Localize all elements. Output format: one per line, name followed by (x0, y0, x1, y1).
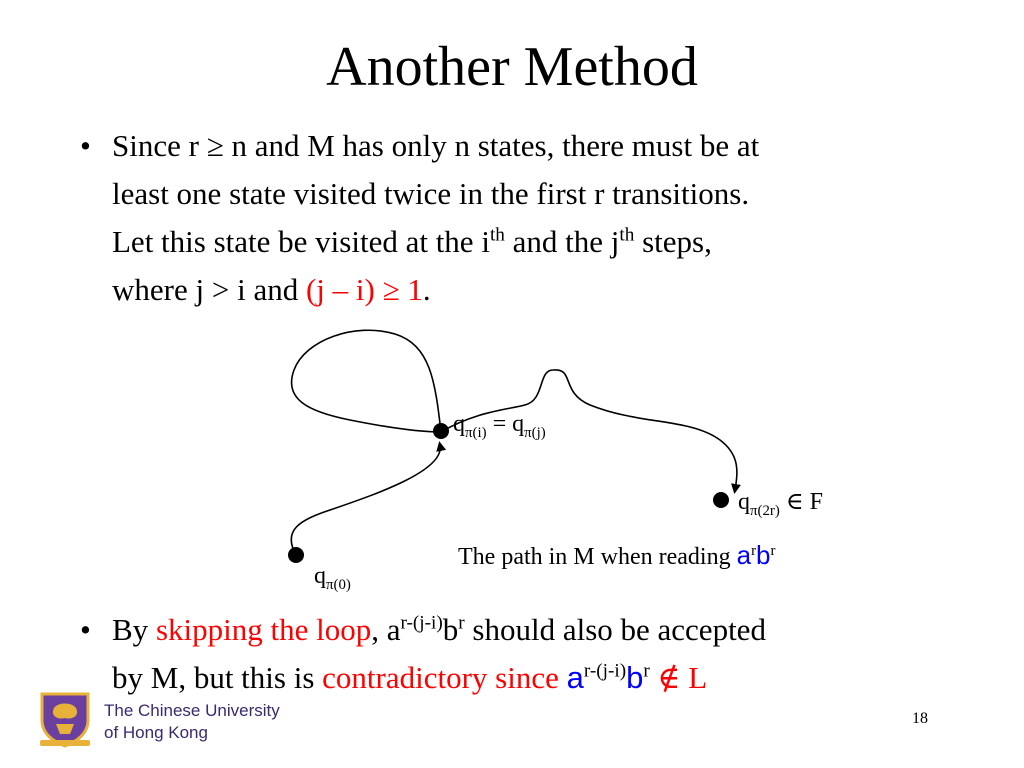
loop-path (292, 330, 441, 432)
bullet-marker: • (80, 128, 91, 163)
start-state-label: $q_{\pi(0)}$ (314, 563, 351, 593)
page-number: 18 (912, 710, 928, 727)
state-repeated-node (433, 423, 449, 439)
state-start-node (288, 547, 304, 563)
repeated-state-label: $q_{\pi(i)} = q_{\pi(j)}$ (453, 411, 546, 441)
difference-condition: (j – i) ≥ 1 (305, 272, 423, 307)
bullet-marker: • (80, 612, 91, 647)
contradiction-phrase: contradictory since (322, 660, 567, 695)
bullet-1-line-3: Let this state be visited at the $i^{th}$ and the $j^{th}$ steps, (112, 224, 712, 259)
bullet-2-line-1: By skipping the loop, $a^{r-(j-i)}b^r$ should also be accepted (112, 612, 766, 647)
bullet-1-line-2: least one state visited twice in the first r transitions. (112, 176, 750, 211)
slide-title: Another Method (326, 36, 698, 98)
state-final-node (713, 492, 729, 508)
university-name: The Chinese University of Hong Kong (104, 701, 280, 742)
bullet-1-line-4: where j > i and (j – i) ≥ 1. (112, 272, 431, 307)
diagram-caption: The path in M when reading $a^rb^r$ (458, 540, 776, 570)
bullet-1-line-1: Since r ≥ n and M has only n states, there must be at (112, 128, 760, 163)
bullet-1-text (112, 122, 978, 314)
bullet-2-line-2: by M, but this is contradictory since $a^{r-(j-i)}b^r$ ∉ L (112, 660, 708, 695)
cuhk-crest-icon (36, 690, 94, 748)
bullet-2-text (112, 606, 978, 702)
skip-loop-phrase: skipping the loop (155, 612, 372, 647)
path-start-to-loop (291, 445, 440, 555)
final-state-label: $q_{\pi(2r)}$ ∈ F (738, 489, 823, 519)
